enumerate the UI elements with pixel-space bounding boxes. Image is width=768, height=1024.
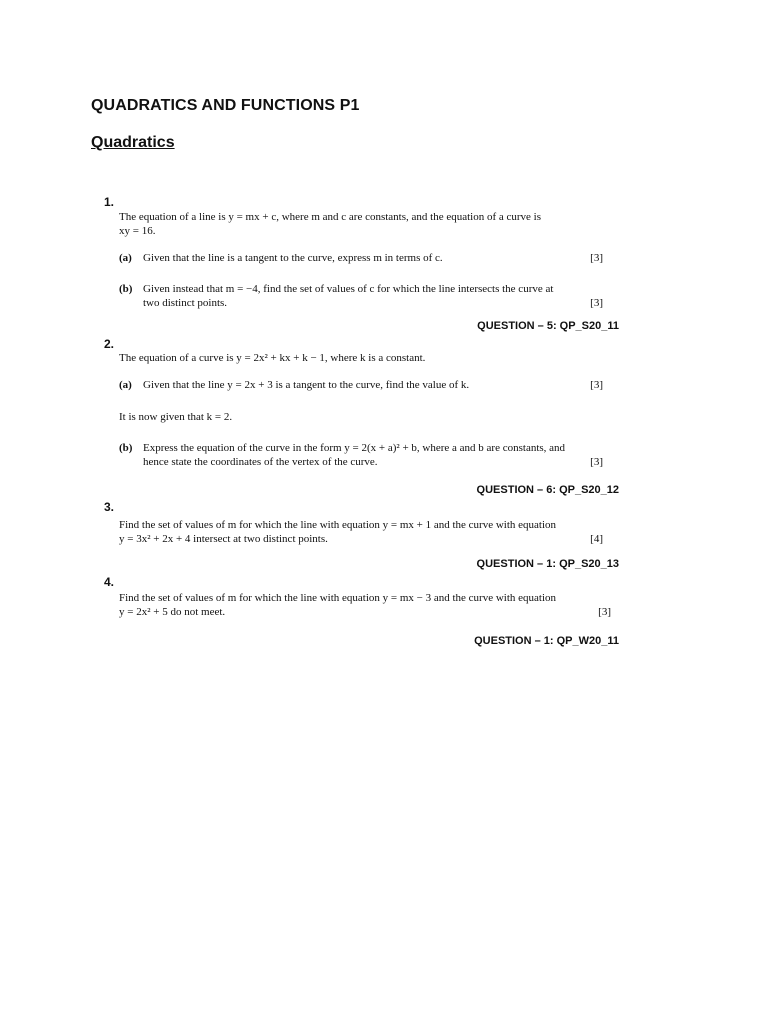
question-1-part-b: [119, 283, 603, 295]
question-4-reference: QUESTION – 1: QP_W20_11: [474, 635, 619, 647]
question-text-continued: y = 2x² + 5 do not meet.: [119, 606, 226, 618]
question-4-line-1: Find the set of values of m for which the line with equation y = mx − 3 and the curve with equation: [119, 592, 557, 604]
question-2-part-b: [119, 442, 603, 454]
part-label: (b): [119, 283, 133, 295]
question-3-line-1: Find the set of values of m for which the line with equation y = mx + 1 and the curve with equation: [119, 519, 557, 531]
section-heading: Quadratics: [91, 134, 175, 151]
question-2-part-a: [119, 379, 603, 391]
question-3-reference: QUESTION – 1: QP_S20_13: [476, 558, 619, 570]
marks: [3]: [590, 379, 603, 391]
marks: [3]: [590, 252, 603, 264]
question-1-part-b-continued: [119, 297, 603, 309]
part-label: (a): [119, 379, 132, 391]
part-label: (b): [119, 442, 133, 454]
part-text-continued: two distinct points.: [143, 297, 228, 309]
question-2-number: 2.: [104, 337, 115, 351]
question-1-part-a: [119, 252, 603, 264]
marks: [3]: [590, 456, 603, 468]
part-text-continued: hence state the coordinates of the vertex of the curve.: [143, 456, 378, 468]
question-2-given: It is now given that k = 2.: [119, 411, 233, 423]
question-2-part-b-continued: [119, 456, 603, 468]
question-1-number: 1.: [104, 195, 115, 209]
part-text: Given that the line y = 2x + 3 is a tangent to the curve, find the value of k.: [143, 379, 470, 391]
marks: [4]: [590, 533, 603, 545]
question-1-intro-line-1: The equation of a line is y = mx + c, where m and c are constants, and the equation of a curve is: [119, 211, 542, 223]
part-text: Express the equation of the curve in the form y = 2(x + a)² + b, where a and b are constants, and: [143, 442, 566, 454]
question-1-intro-line-2: xy = 16.: [119, 225, 156, 237]
question-4-line-2: [119, 606, 611, 618]
question-1-reference: QUESTION – 5: QP_S20_11: [477, 320, 619, 332]
marks: [3]: [598, 606, 611, 618]
question-text-continued: y = 3x² + 2x + 4 intersect at two distinct points.: [119, 533, 328, 545]
question-3-line-2: [119, 533, 603, 545]
page-title: QUADRATICS AND FUNCTIONS P1: [91, 97, 360, 114]
part-text: Given that the line is a tangent to the curve, express m in terms of c.: [143, 252, 443, 264]
part-text: Given instead that m = −4, find the set of values of c for which the line intersects the curve at: [143, 283, 554, 295]
question-2-reference: QUESTION – 6: QP_S20_12: [476, 484, 619, 496]
question-3-number: 3.: [104, 500, 115, 514]
question-4-number: 4.: [104, 575, 115, 589]
question-2-intro: The equation of a curve is y = 2x² + kx + k − 1, where k is a constant.: [119, 352, 426, 364]
part-label: (a): [119, 252, 132, 264]
marks: [3]: [590, 297, 603, 309]
